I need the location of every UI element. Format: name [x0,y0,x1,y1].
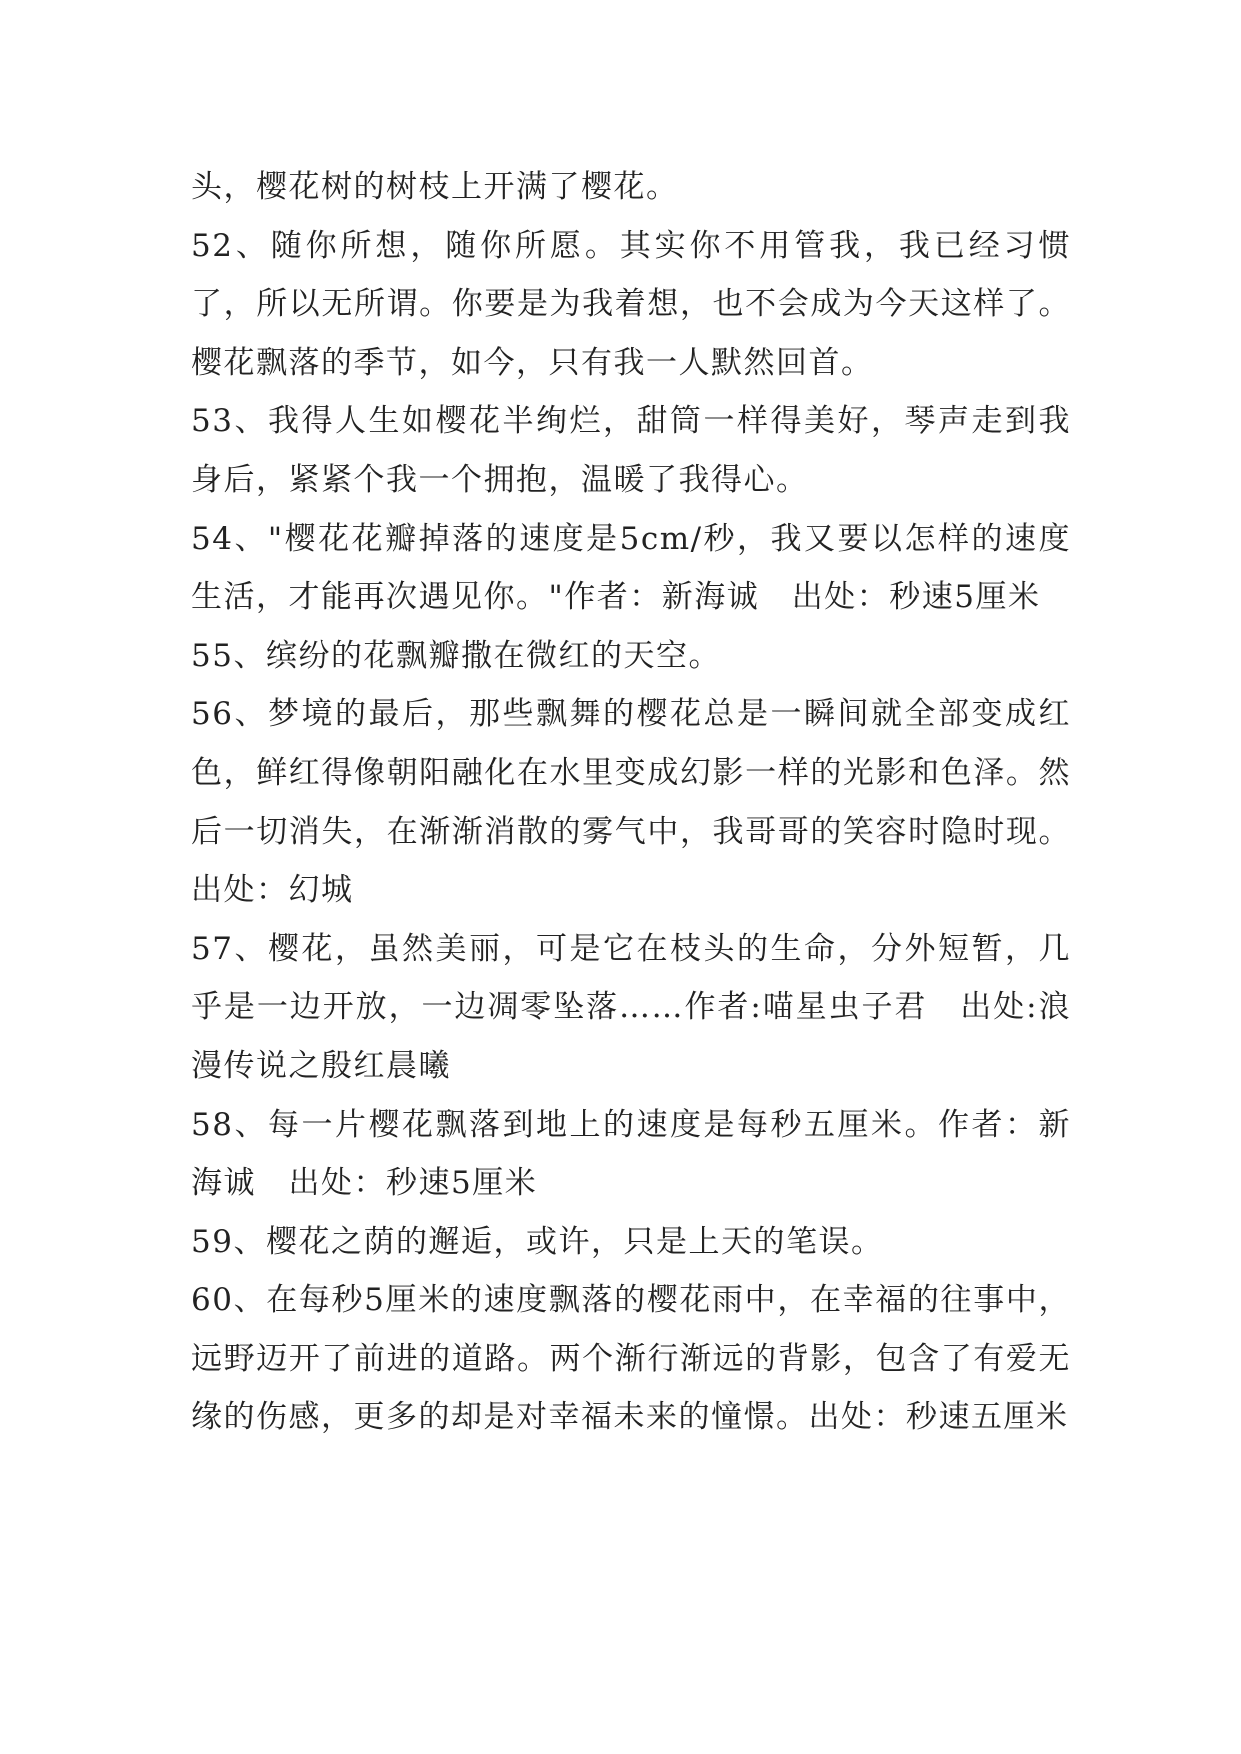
document-body [191,158,1071,1447]
quote-59: 59、樱花之荫的邂逅，或许，只是上天的笔误。 [191,1223,884,1260]
quote-60: 60、在每秒5厘米的速度飘落的樱花雨中，在幸福的往事中，远野迈开了前进的道路。两个渐行渐远的背影，包含了有爱无缘的伤感，更多的却是对幸福未来的憧憬。出处：秒速五厘米 [191,1282,1071,1436]
paragraph-continuation: 头，樱花树的树枝上开满了樱花。 [191,169,679,205]
quote-52: 52、随你所想，随你所愿。其实你不用管我，我已经习惯了，所以无所谓。你要是为我着想，也不会成为今天这样了。樱花飘落的季节，如今，只有我一人默然回首。 [191,227,1071,381]
quote-54: 54、"樱花花瓣掉落的速度是5cm/秒，我又要以怎样的速度生活，才能再次遇见你。"作者：新海诚 出处：秒速5厘米 [191,520,1071,616]
quote-56: 56、梦境的最后，那些飘舞的樱花总是一瞬间就全部变成红色，鲜红得像朝阳融化在水里变成幻影一样的光影和色泽。然后一切消失，在渐渐消散的雾气中，我哥哥的笑容时隐时现。出处：幻城 [191,696,1071,909]
quote-55: 55、缤纷的花飘瓣撒在微红的天空。 [191,637,721,674]
quote-57: 57、樱花，虽然美丽，可是它在枝头的生命，分外短暂，几乎是一边开放，一边凋零坠落……作者:喵星虫子君 出处:浪漫传说之殷红晨曦 [191,930,1071,1084]
quote-53: 53、我得人生如樱花半绚烂，甜筒一样得美好，琴声走到我身后，紧紧个我一个拥抱，温暖了我得心。 [191,403,1071,498]
quote-58: 58、每一片樱花飘落到地上的速度是每秒五厘米。作者：新海诚 出处：秒速5厘米 [191,1106,1071,1202]
